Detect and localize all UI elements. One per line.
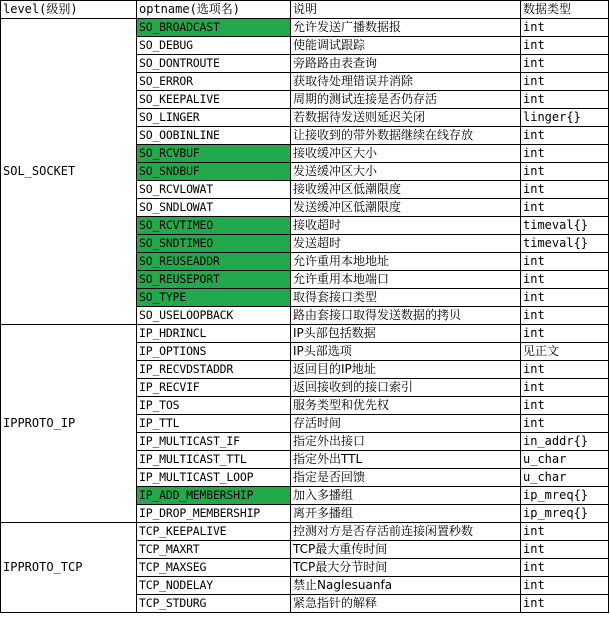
optname-cell[interactable]: SO_KEEPALIVE (137, 91, 291, 109)
table-row (1, 523, 609, 541)
header-optname[interactable]: optname(选项名) (137, 1, 291, 19)
description-cell[interactable]: 控测对方是否存活前连接闲置秒数 (291, 523, 521, 541)
description-cell[interactable]: 加入多播组 (291, 487, 521, 505)
optname-cell[interactable]: IP_HDRINCL (137, 325, 291, 343)
description-cell[interactable]: 若数据待发送则延迟关闭 (291, 109, 521, 127)
description-cell[interactable]: 取得套接口类型 (291, 289, 521, 307)
datatype-cell[interactable]: int (521, 37, 609, 55)
datatype-cell[interactable]: ip_mreq{} (521, 487, 609, 505)
level-cell[interactable]: IPPROTO_TCP (1, 523, 137, 613)
datatype-cell[interactable]: int (521, 91, 609, 109)
optname-cell[interactable]: SO_RCVLOWAT (137, 181, 291, 199)
description-cell[interactable]: 紧急指针的解释 (291, 595, 521, 613)
description-cell[interactable]: 旁路路由表查询 (291, 55, 521, 73)
datatype-cell[interactable]: int (521, 199, 609, 217)
description-cell[interactable]: IP头部包括数据 (291, 325, 521, 343)
description-cell[interactable]: 使能调试跟踪 (291, 37, 521, 55)
datatype-cell[interactable]: linger{} (521, 109, 609, 127)
header-row (1, 1, 609, 19)
datatype-cell[interactable]: int (521, 559, 609, 577)
table-row (1, 325, 609, 343)
description-cell[interactable]: 返回接收到的接口索引 (291, 379, 521, 397)
optname-cell[interactable]: IP_MULTICAST_TTL (137, 451, 291, 469)
datatype-cell[interactable]: int (521, 163, 609, 181)
datatype-cell[interactable]: int (521, 253, 609, 271)
datatype-cell[interactable]: ip_mreq{} (521, 505, 609, 523)
optname-cell[interactable]: IP_OPTIONS (137, 343, 291, 361)
description-cell[interactable]: 禁止Naglesuanfa (291, 577, 521, 595)
datatype-cell[interactable]: int (521, 271, 609, 289)
description-cell[interactable]: 允许重用本地端口 (291, 271, 521, 289)
optname-cell[interactable]: IP_RECVDSTADDR (137, 361, 291, 379)
header-type[interactable]: 数据类型 (521, 1, 609, 19)
optname-cell[interactable]: SO_BROADCAST (137, 19, 291, 37)
optname-cell[interactable]: SO_USELOOPBACK (137, 307, 291, 325)
datatype-cell[interactable]: 见正文 (521, 343, 609, 361)
description-cell[interactable]: 离开多播组 (291, 505, 521, 523)
description-cell[interactable]: 周期的测试连接是否仍存活 (291, 91, 521, 109)
datatype-cell[interactable]: int (521, 181, 609, 199)
optname-cell[interactable]: SO_RCVBUF (137, 145, 291, 163)
datatype-cell[interactable]: int (521, 55, 609, 73)
level-cell[interactable]: SOL_SOCKET (1, 19, 137, 325)
datatype-cell[interactable]: int (521, 325, 609, 343)
description-cell[interactable]: 指定是否回馈 (291, 469, 521, 487)
description-cell[interactable]: 接收缓冲区大小 (291, 145, 521, 163)
description-cell[interactable]: 发送缓冲区大小 (291, 163, 521, 181)
optname-cell[interactable]: SO_REUSEADDR (137, 253, 291, 271)
description-cell[interactable]: 获取待处理错误并消除 (291, 73, 521, 91)
description-cell[interactable]: 接收超时 (291, 217, 521, 235)
optname-cell[interactable]: TCP_MAXSEG (137, 559, 291, 577)
datatype-cell[interactable]: timeval{} (521, 217, 609, 235)
datatype-cell[interactable]: u_char (521, 469, 609, 487)
datatype-cell[interactable]: in_addr{} (521, 433, 609, 451)
description-cell[interactable]: IP头部选项 (291, 343, 521, 361)
datatype-cell[interactable]: int (521, 415, 609, 433)
description-cell[interactable]: 返回目的IP地址 (291, 361, 521, 379)
table-row (1, 19, 609, 37)
datatype-cell[interactable]: int (521, 73, 609, 91)
header-desc[interactable]: 说明 (291, 1, 521, 19)
optname-cell[interactable]: SO_OOBINLINE (137, 127, 291, 145)
description-cell[interactable]: 接收缓冲区低潮限度 (291, 181, 521, 199)
optname-cell[interactable]: IP_TTL (137, 415, 291, 433)
datatype-cell[interactable]: int (521, 523, 609, 541)
optname-cell[interactable]: TCP_STDURG (137, 595, 291, 613)
datatype-cell[interactable]: int (521, 145, 609, 163)
datatype-cell[interactable]: int (521, 127, 609, 145)
datatype-cell[interactable]: int (521, 307, 609, 325)
datatype-cell[interactable]: int (521, 289, 609, 307)
description-cell[interactable]: 让接收到的带外数据继续在线存放 (291, 127, 521, 145)
datatype-cell[interactable]: timeval{} (521, 235, 609, 253)
optname-cell[interactable]: SO_ERROR (137, 73, 291, 91)
optname-cell[interactable]: SO_DEBUG (137, 37, 291, 55)
datatype-cell[interactable]: int (521, 379, 609, 397)
optname-cell[interactable]: TCP_MAXRT (137, 541, 291, 559)
level-cell[interactable]: IPPROTO_IP (1, 325, 137, 523)
description-cell[interactable]: TCP最大分节时间 (291, 559, 521, 577)
optname-cell[interactable]: TCP_KEEPALIVE (137, 523, 291, 541)
optname-cell[interactable]: SO_RCVTIMEO (137, 217, 291, 235)
optname-cell[interactable]: IP_TOS (137, 397, 291, 415)
description-cell[interactable]: TCP最大重传时间 (291, 541, 521, 559)
optname-cell[interactable]: SO_TYPE (137, 289, 291, 307)
description-cell[interactable]: 允许发送广播数据报 (291, 19, 521, 37)
header-level[interactable]: level(级别) (1, 1, 137, 19)
optname-cell[interactable]: SO_DONTROUTE (137, 55, 291, 73)
datatype-cell[interactable]: int (521, 541, 609, 559)
optname-cell[interactable]: IP_MULTICAST_LOOP (137, 469, 291, 487)
optname-cell[interactable]: SO_SNDLOWAT (137, 199, 291, 217)
description-cell[interactable]: 存活时间 (291, 415, 521, 433)
optname-cell[interactable]: SO_SNDBUF (137, 163, 291, 181)
description-cell[interactable]: 发送缓冲区低潮限度 (291, 199, 521, 217)
optname-cell[interactable]: IP_MULTICAST_IF (137, 433, 291, 451)
description-cell[interactable]: 路由套接口取得发送数据的拷贝 (291, 307, 521, 325)
description-cell[interactable]: 指定外出TTL (291, 451, 521, 469)
datatype-cell[interactable]: int (521, 19, 609, 37)
description-cell[interactable]: 允许重用本地地址 (291, 253, 521, 271)
optname-cell[interactable]: SO_LINGER (137, 109, 291, 127)
optname-cell[interactable]: SO_REUSEPORT (137, 271, 291, 289)
datatype-cell[interactable]: int (521, 361, 609, 379)
optname-cell[interactable]: TCP_NODELAY (137, 577, 291, 595)
optname-cell[interactable]: IP_ADD_MEMBERSHIP (137, 487, 291, 505)
table-body (1, 19, 609, 613)
datatype-cell[interactable]: u_char (521, 451, 609, 469)
description-cell[interactable]: 发送超时 (291, 235, 521, 253)
optname-cell[interactable]: IP_DROP_MEMBERSHIP (137, 505, 291, 523)
datatype-cell[interactable]: int (521, 577, 609, 595)
description-cell[interactable]: 服务类型和优先权 (291, 397, 521, 415)
datatype-cell[interactable]: int (521, 397, 609, 415)
optname-cell[interactable]: IP_RECVIF (137, 379, 291, 397)
datatype-cell[interactable]: int (521, 595, 609, 613)
optname-cell[interactable]: SO_SNDTIMEO (137, 235, 291, 253)
description-cell[interactable]: 指定外出接口 (291, 433, 521, 451)
